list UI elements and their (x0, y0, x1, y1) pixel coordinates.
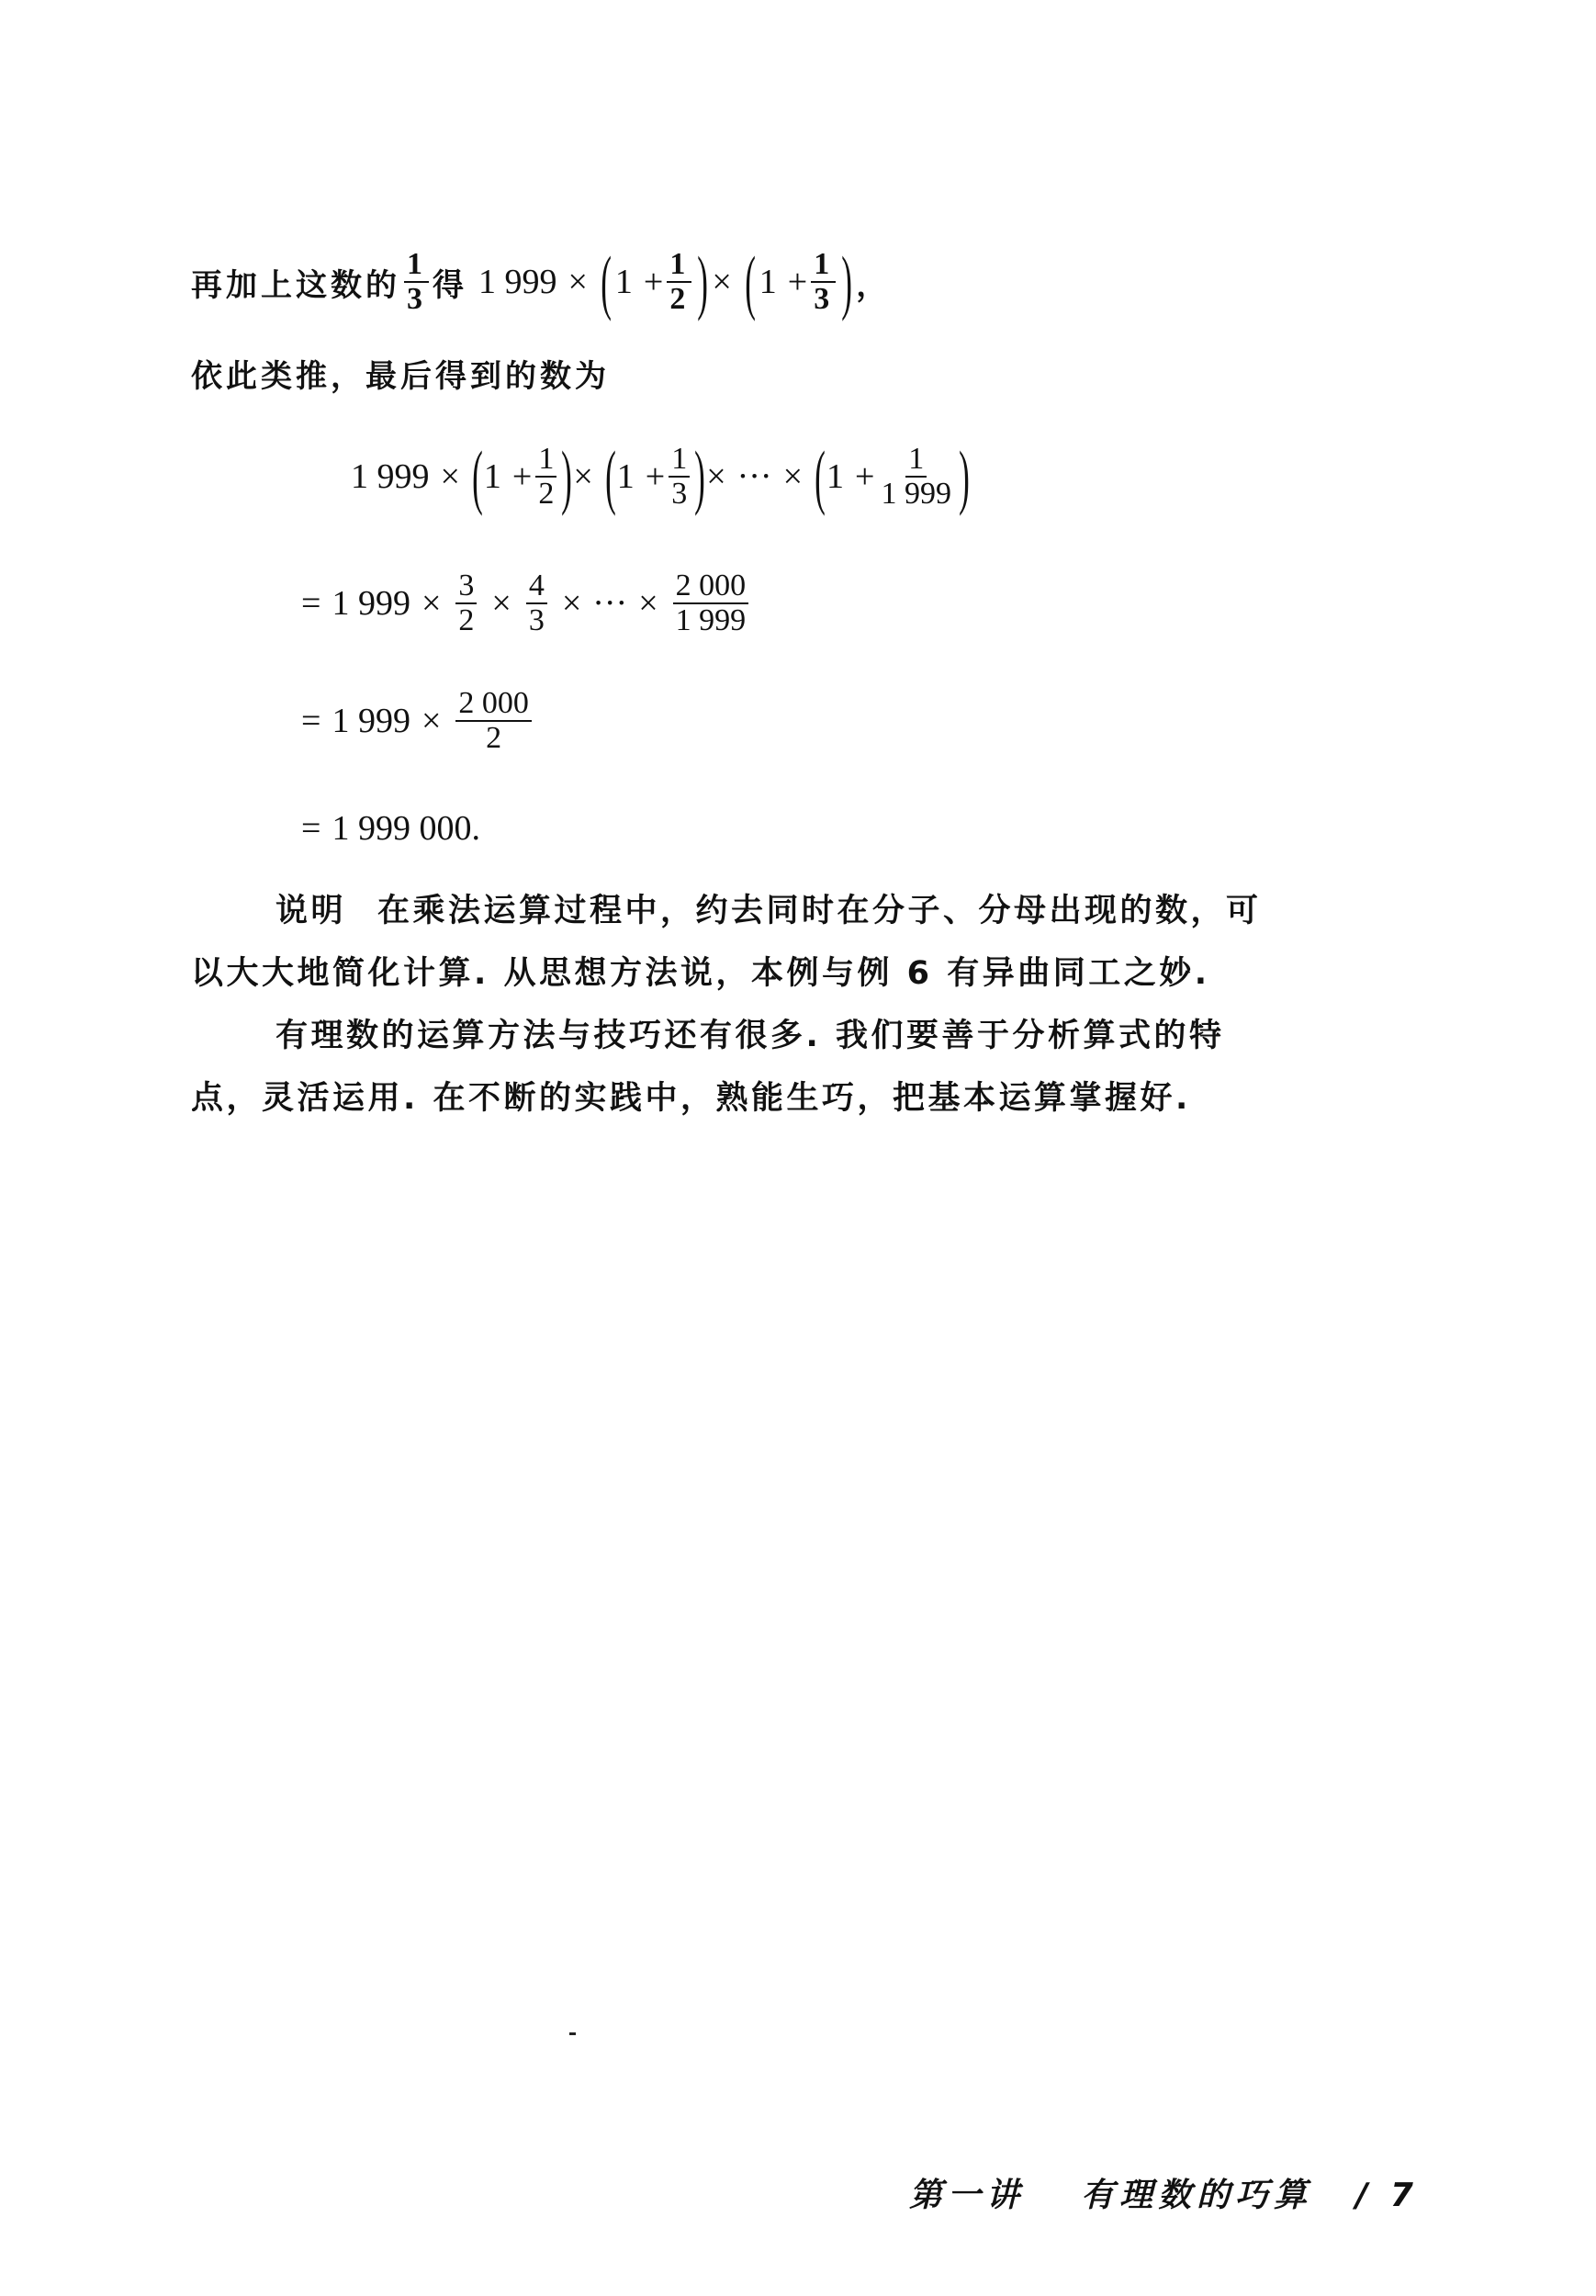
equation-line-4: = 1 999 000. (301, 809, 480, 848)
note-line-2: 以大大地简化计算. 从思想方法说，本例与例 6 有异曲同工之妙. (191, 955, 1210, 992)
result: 1 999 000. (332, 809, 480, 848)
note-line-1: 说明 在乘法运算过程中，约去同时在分子、分母出现的数，可 (275, 893, 1262, 929)
note-label: 说明 (275, 893, 347, 929)
footer-chapter: 第一讲 (909, 2177, 1026, 2214)
fraction-one-third: $\frac{1}{3}$ (404, 248, 429, 315)
line1-mid: 得 (433, 266, 467, 304)
conclusion-line-2: 点，灵活运用. 在不断的实践中，熟能生巧，把基本运算掌握好. (191, 1080, 1191, 1117)
scan-speck (569, 2032, 576, 2035)
page-footer (909, 2169, 1419, 2216)
conclusion-line-1: 有理数的运算方法与技巧还有很多. 我们要善于分析算式的特 (275, 1018, 1225, 1054)
fraction-one-third: $\frac{1}{3}$ (811, 248, 836, 315)
number-1999: 1 999 (478, 263, 557, 301)
footer-title: 有理数的巧算 (1081, 2177, 1313, 2214)
left-paren: ( (601, 242, 613, 321)
line1-prefix: 再加上这数的 (191, 266, 400, 304)
equation-line-1: 1 999 × ( 1 + $\frac{1}{2}$ ) × ( 1 + $\frac{1}{3}$ ) × ··· × ( 1 + $\frac{1}{1 999}$ ) (351, 436, 970, 516)
page-number: 7 (1389, 2177, 1419, 2214)
footer-separator: / (1355, 2177, 1374, 2214)
fraction-one-half: $\frac{1}{2}$ (667, 248, 691, 315)
times-sign: × (568, 263, 588, 301)
equation-line-3: = 1 999 × $\frac{2 000}{2}$ (301, 687, 535, 754)
text-line-2: 依此类推，最后得到的数为 (191, 358, 610, 395)
text-line-1: 再加上这数的 $\frac{1}{3}$ 得 1 999 × ( 1 + $\frac{1}{2}$ ) × ( 1 + $\frac{1}{3}$ ) ， (191, 242, 892, 321)
equation-line-2: = 1 999 × $\frac{3}{2}$ × $\frac{4}{3}$ × ··· × $\frac{2 000}{1 999}$ (301, 569, 752, 636)
right-paren: ) (697, 242, 711, 321)
